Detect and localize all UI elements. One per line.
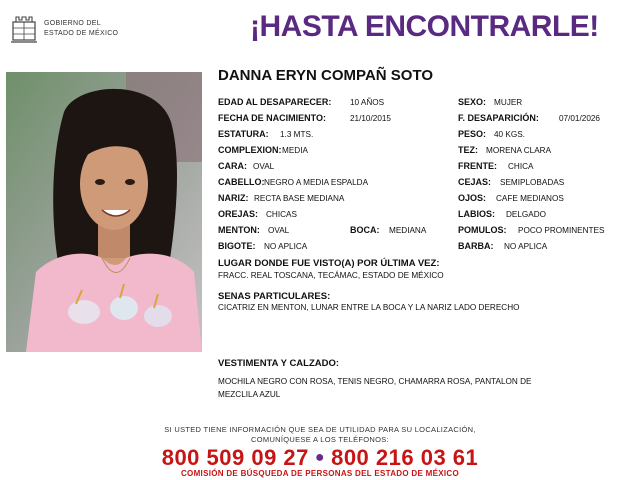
estatura-label: ESTATURA: bbox=[218, 129, 269, 139]
barba-value: NO APLICA bbox=[504, 242, 548, 251]
cabello-value: NEGRO A MEDIA ESPALDA bbox=[264, 178, 369, 187]
clothing-line2: MEZCLILA AZUL bbox=[218, 390, 281, 399]
phone-numbers bbox=[0, 445, 640, 471]
nacimiento-label: FECHA DE NACIMIENTO: bbox=[218, 113, 326, 123]
menton-label: MENTON: bbox=[218, 225, 260, 235]
frente-value: CHICA bbox=[508, 162, 534, 171]
clothing-line1: MOCHILA NEGRO CON ROSA, TENIS NEGRO, CHAMARRA ROSA, PANTALON DE bbox=[218, 377, 532, 386]
nariz-label: NARIZ: bbox=[218, 193, 249, 203]
orejas-value: CHICAS bbox=[266, 210, 297, 219]
clothing-title: VESTIMENTA Y CALZADO: bbox=[218, 358, 340, 369]
estatura-value: 1.3 MTS. bbox=[280, 130, 314, 139]
ojos-value: CAFE MEDIANOS bbox=[496, 194, 564, 203]
barba-label: BARBA: bbox=[458, 241, 494, 251]
commission-name: COMISIÓN DE BÚSQUEDA DE PERSONAS DEL ESTADO DE MÉXICO bbox=[180, 469, 459, 478]
ojos-label: OJOS: bbox=[458, 193, 487, 203]
tez-label: TEZ: bbox=[458, 145, 478, 155]
government-logo bbox=[10, 10, 150, 50]
tez-value: MORENA CLARA bbox=[486, 146, 552, 155]
missing-person-photo bbox=[6, 72, 202, 352]
frente-label: FRENTE: bbox=[458, 161, 497, 171]
gov-line2: ESTADO DE MÉXICO bbox=[44, 30, 119, 37]
sexo-value: MUJER bbox=[494, 98, 523, 107]
complexion-label: COMPLEXION: bbox=[218, 145, 282, 155]
person-name: DANNA ERYN COMPAÑ SOTO bbox=[218, 67, 434, 84]
cara-label: CARA: bbox=[218, 161, 247, 171]
pomulos-label: POMULOS: bbox=[458, 225, 507, 235]
sexo-label: SEXO: bbox=[458, 97, 487, 107]
info-line1: SI USTED TIENE INFORMACIÓN QUE SEA DE UTILIDAD PARA SU LOCALIZACIÓN, bbox=[164, 425, 476, 434]
desaparicion-value: 07/01/2026 bbox=[559, 114, 600, 123]
peso-label: PESO: bbox=[458, 129, 487, 139]
coat-of-arms-icon bbox=[10, 14, 38, 44]
edad-value: 10 AÑOS bbox=[350, 98, 385, 107]
bigote-label: BIGOTE: bbox=[218, 241, 256, 251]
labios-value: DELGADO bbox=[506, 210, 547, 219]
cejas-label: CEJAS: bbox=[458, 177, 492, 187]
nariz-value: RECTA BASE MEDIANA bbox=[254, 194, 345, 203]
peso-value: 40 KGS. bbox=[494, 130, 525, 139]
last-seen-title: LUGAR DONDE FUE VISTO(A) POR ÚLTIMA VEZ: bbox=[218, 258, 440, 269]
boca-value: MEDIANA bbox=[389, 226, 427, 235]
cara-value: OVAL bbox=[253, 162, 275, 171]
gov-line1: GOBIERNO DEL bbox=[44, 20, 101, 27]
bullet-icon: ● bbox=[314, 449, 326, 466]
last-seen-text: FRACC. REAL TOSCANA, TECÁMAC, ESTADO DE MÉXICO bbox=[218, 271, 444, 280]
distinguishing-marks-text: CICATRIZ EN MENTON, LUNAR ENTRE LA BOCA Y LA NARIZ LADO DERECHO bbox=[218, 303, 520, 312]
orejas-label: OREJAS: bbox=[218, 209, 259, 219]
phone-1[interactable]: 800 509 09 27 bbox=[161, 445, 309, 470]
complexion-value: MEDIA bbox=[282, 146, 308, 155]
phone-2[interactable]: 800 216 03 61 bbox=[331, 445, 479, 470]
boca-label: BOCA: bbox=[350, 225, 380, 235]
pomulos-value: POCO PROMINENTES bbox=[518, 226, 605, 235]
edad-label: EDAD AL DESAPARECER: bbox=[218, 97, 332, 107]
cejas-value: SEMIPLOBADAS bbox=[500, 178, 565, 187]
labios-label: LABIOS: bbox=[458, 209, 495, 219]
distinguishing-marks-title: SENAS PARTICULARES: bbox=[218, 291, 331, 302]
menton-value: OVAL bbox=[268, 226, 290, 235]
cabello-label: CABELLO: bbox=[218, 177, 265, 187]
info-line2: COMUNÍQUESE A LOS TELÉFONOS: bbox=[251, 435, 389, 444]
nacimiento-value: 21/10/2015 bbox=[350, 114, 391, 123]
headline: ¡HASTA ENCONTRARLE! bbox=[250, 10, 599, 43]
bigote-value: NO APLICA bbox=[264, 242, 308, 251]
desaparicion-label: F. DESAPARICIÓN: bbox=[458, 113, 539, 123]
